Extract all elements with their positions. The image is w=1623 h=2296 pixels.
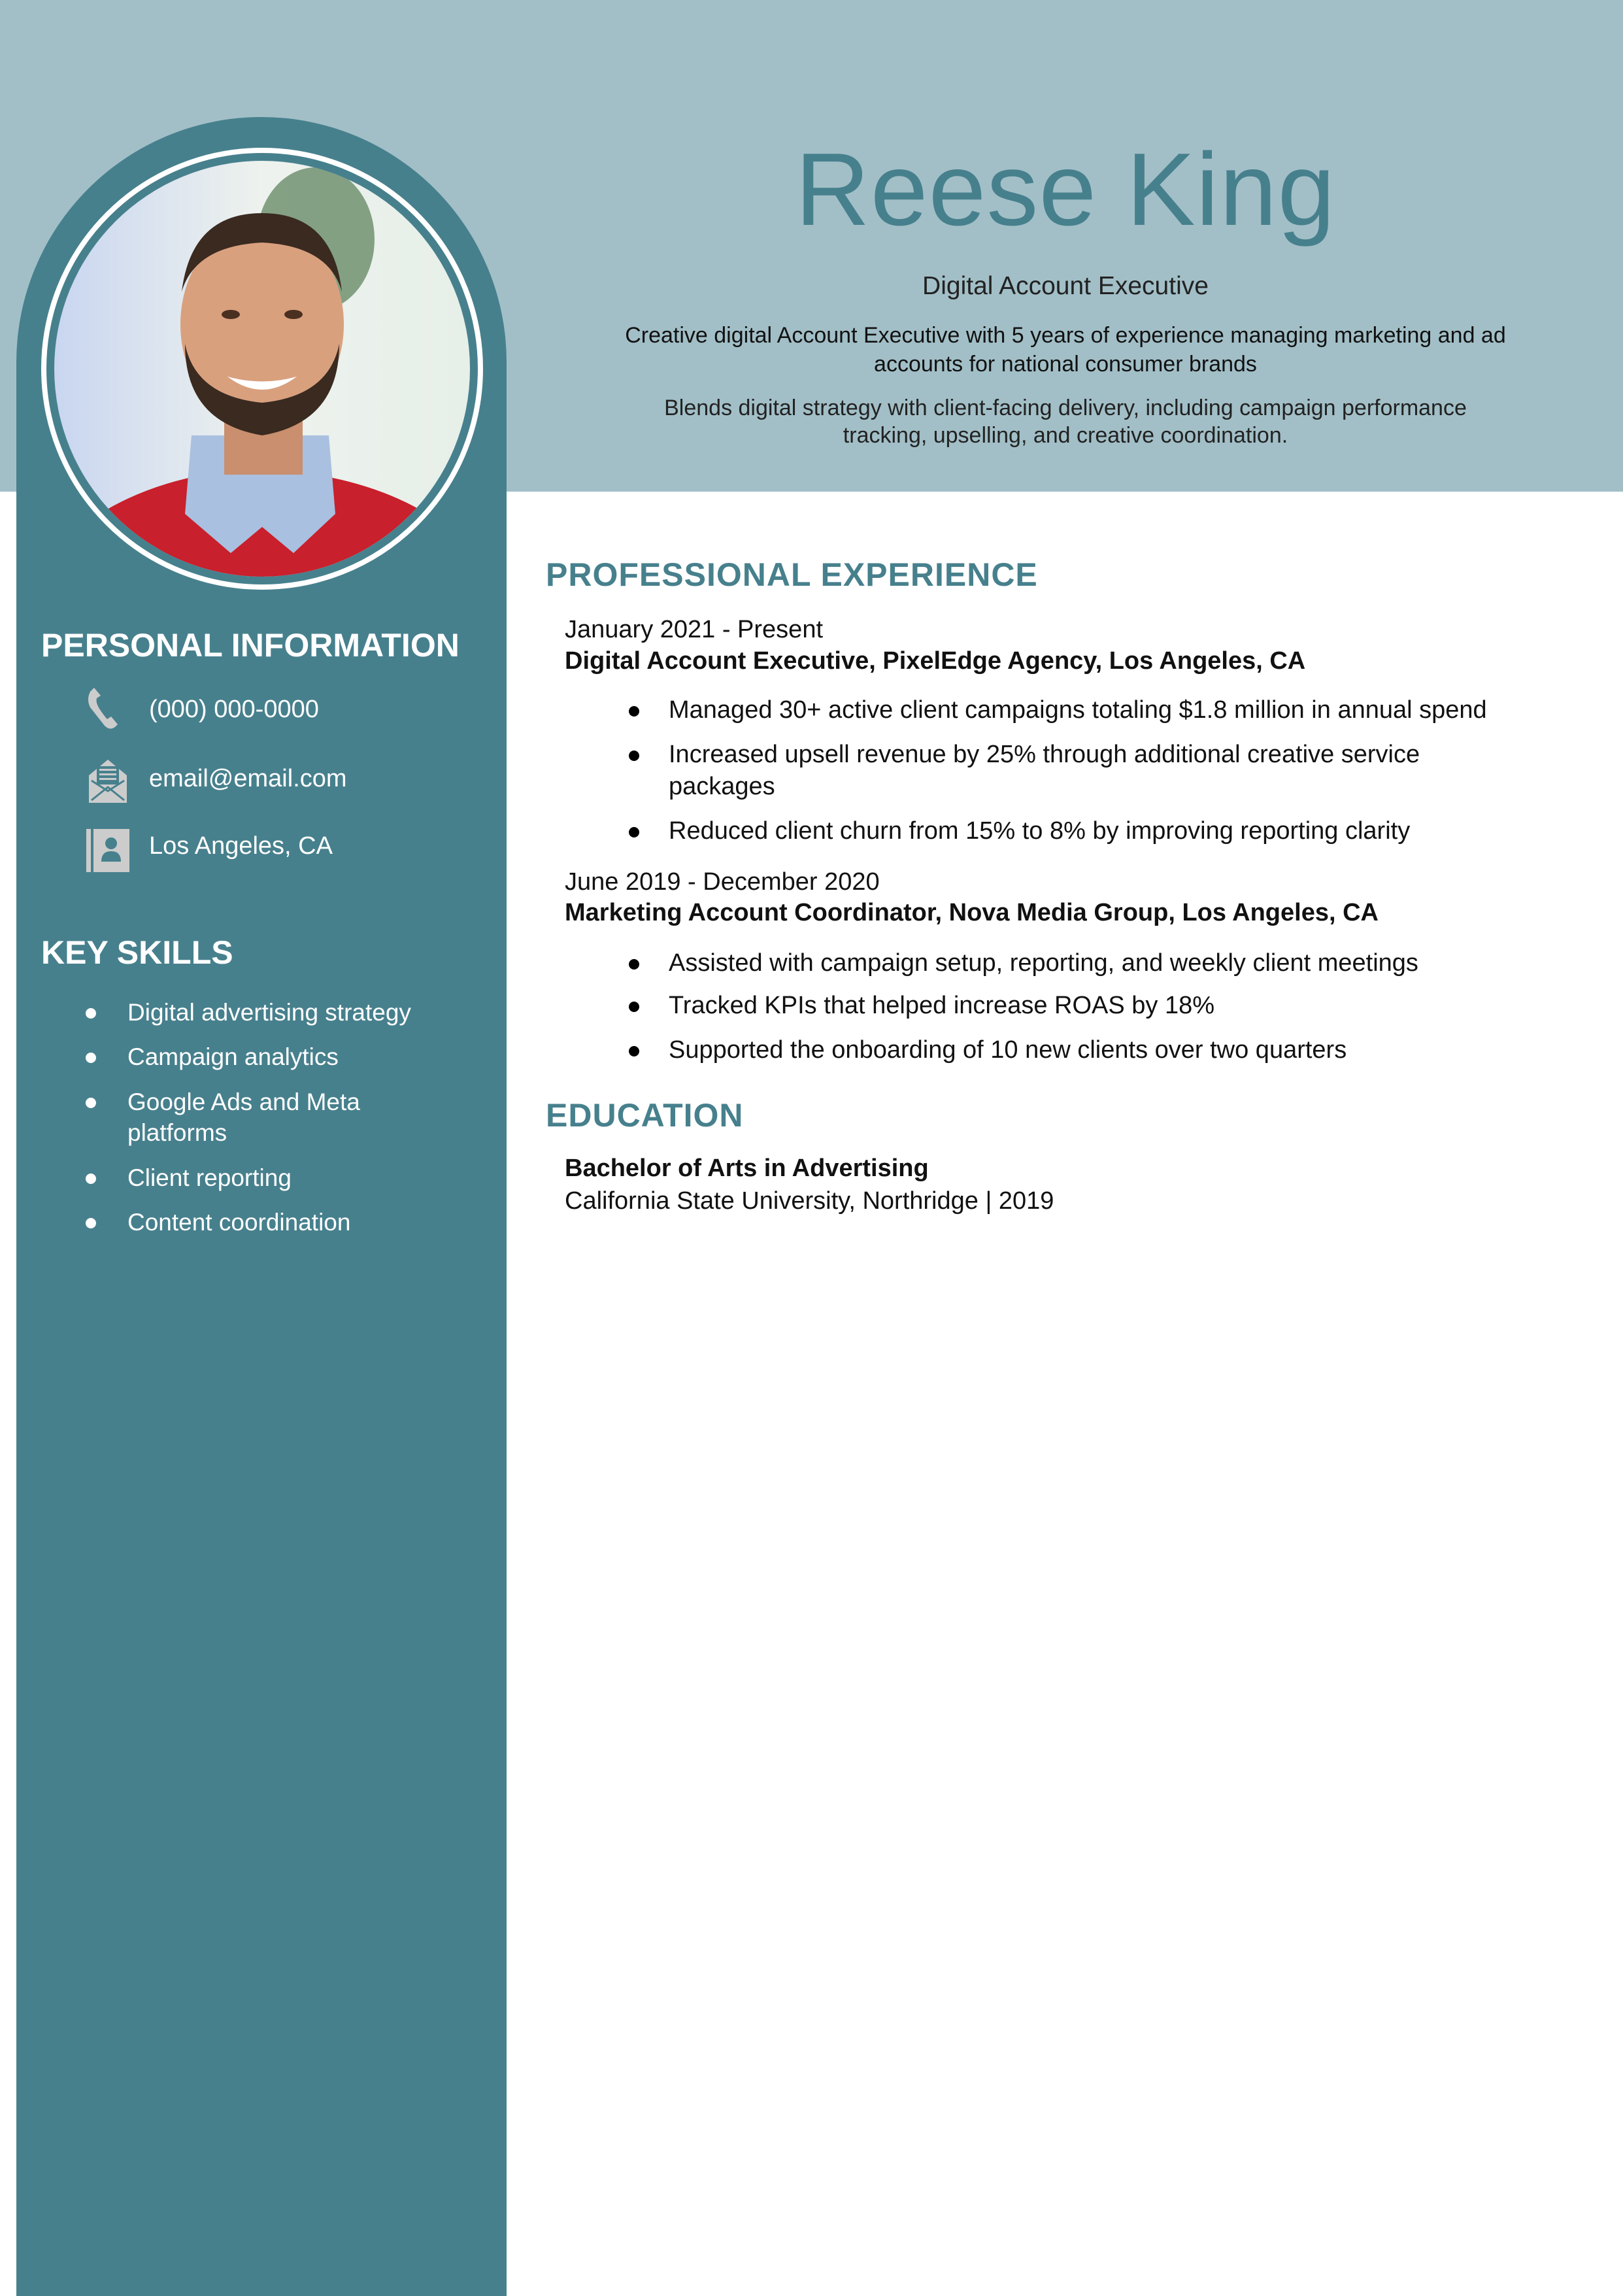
job-bullet: Managed 30+ active client campaigns totaling $1.8 million in annual spend [669, 696, 1487, 724]
blurb-line-1: Blends digital strategy with client-facing delivery, including campaign performance [664, 396, 1467, 420]
bullet [629, 706, 639, 717]
education-heading: EDUCATION [546, 1097, 744, 1134]
email-icon [85, 758, 131, 804]
skill-item: Digital advertising strategy [127, 999, 411, 1026]
experience-heading: PROFESSIONAL EXPERIENCE [546, 556, 1038, 593]
degree: Bachelor of Arts in Advertising [565, 1155, 929, 1182]
key-skills-heading: KEY SKILLS [41, 934, 233, 971]
bullet [629, 1046, 639, 1056]
location-text: Los Angeles, CA [149, 832, 333, 860]
skill-item-cont: platforms [127, 1119, 227, 1146]
profile-photo [54, 161, 470, 577]
skill-item: Client reporting [127, 1164, 292, 1191]
bullet [86, 1008, 96, 1019]
email-text: email@email.com [149, 765, 347, 792]
summary-line-1: Creative digital Account Executive with 5 years of experience managing marketing and ad [625, 323, 1506, 348]
job-bullet: Tracked KPIs that helped increase ROAS by 18% [669, 992, 1215, 1019]
job-dates: June 2019 - December 2020 [565, 868, 880, 896]
bullet [629, 827, 639, 837]
bullet [86, 1173, 96, 1184]
job-bullet-cont: packages [669, 773, 775, 800]
job-dates: January 2021 - Present [565, 616, 824, 643]
phone-icon [85, 686, 131, 732]
bullet [86, 1218, 96, 1228]
blurb-line-2: tracking, upselling, and creative coordination. [843, 423, 1288, 448]
job-role: Marketing Account Coordinator, Nova Media Group, Los Angeles, CA [565, 899, 1379, 926]
contact-card-icon [85, 828, 131, 873]
summary-line-2: accounts for national consumer brands [874, 352, 1257, 377]
skill-item: Content coordination [127, 1209, 351, 1236]
job-bullet: Assisted with campaign setup, reporting, and weekly client meetings [669, 949, 1418, 977]
phone-text: (000) 000-0000 [149, 696, 319, 723]
bullet [629, 751, 639, 761]
bullet [629, 1002, 639, 1012]
candidate-name: Reese King [795, 132, 1336, 247]
bullet [629, 959, 639, 970]
school: California State University, Northridge | 2019 [565, 1187, 1054, 1215]
job-bullet: Increased upsell revenue by 25% through additional creative service [669, 741, 1420, 768]
skill-item: Google Ads and Meta [127, 1089, 360, 1115]
job-bullet: Supported the onboarding of 10 new clients over two quarters [669, 1036, 1347, 1064]
skill-item: Campaign analytics [127, 1043, 339, 1070]
job-title: Digital Account Executive [922, 272, 1209, 300]
job-role: Digital Account Executive, PixelEdge Agency, Los Angeles, CA [565, 647, 1306, 675]
job-bullet: Reduced client churn from 15% to 8% by improving reporting clarity [669, 817, 1411, 845]
personal-info-heading: PERSONAL INFORMATION [41, 627, 460, 664]
bullet [86, 1098, 96, 1108]
bullet [86, 1053, 96, 1063]
